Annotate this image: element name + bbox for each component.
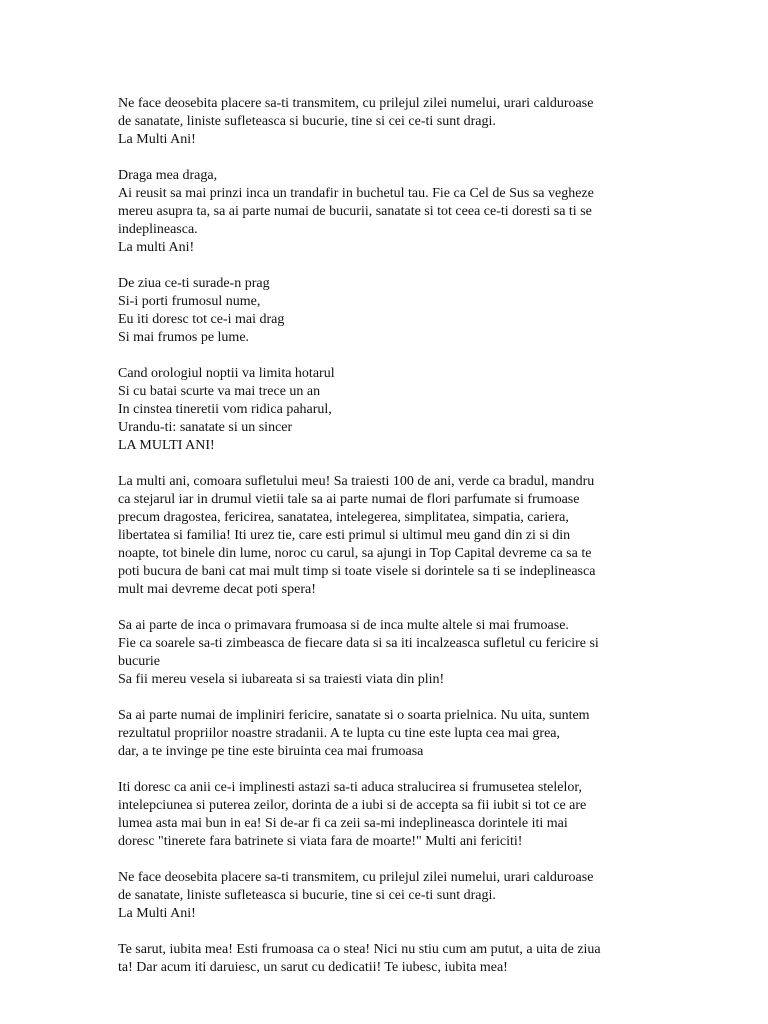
poem-de-ziua: [118, 275, 658, 347]
paragraph-iubita-mea: [118, 941, 658, 977]
text-line: intelepciunea si puterea zeilor, dorinta de a iubi si de accepta sa fii iubit si tot ce are: [118, 798, 587, 813]
text-line: poti bucura de bani cat mai mult timp si toate visele si dorintele sa ti se indeplineasca: [118, 564, 596, 579]
text-line: precum dragostea, fericirea, sanatatea, intelegerea, simplitatea, simpatia, cariera,: [118, 510, 569, 525]
text-line: Cand orologiul noptii va limita hotarul: [118, 366, 335, 381]
text-line: Urandu-ti: sanatate si un sincer: [118, 420, 293, 435]
text-line: La Multi Ani!: [118, 906, 196, 921]
text-line: Sa ai parte de inca o primavara frumoasa si de inca multe altele si mai frumoase.: [118, 618, 569, 633]
text-line: de sanatate, liniste sufleteasca si bucurie, tine si cei ce-ti sunt dragi.: [118, 888, 496, 903]
text-line: In cinstea tineretii vom ridica paharul,: [118, 402, 332, 417]
text-line: rezultatul propriilor noastre stradanii. A te lupta cu tine este lupta cea mai grea,: [118, 726, 561, 741]
text-line: Si mai frumos pe lume.: [118, 330, 250, 345]
text-line: La Multi Ani!: [118, 132, 196, 147]
text-line: Ne face deosebita placere sa-ti transmitem, cu prilejul zilei numelui, urari calduroase: [118, 96, 594, 111]
paragraph-greeting-1: [118, 95, 658, 149]
text-line: Si cu batai scurte va mai trece un an: [118, 384, 321, 399]
text-line: de sanatate, liniste sufleteasca si bucurie, tine si cei ce-ti sunt dragi.: [118, 114, 496, 129]
text-line: Eu iti doresc tot ce-i mai drag: [118, 312, 285, 327]
text-line: bucurie: [118, 654, 160, 669]
text-line: Sa fii mereu vesela si iubareata si sa traiesti viata din plin!: [118, 672, 445, 687]
text-line: LA MULTI ANI!: [118, 438, 215, 453]
paragraph-stelelor: [118, 779, 658, 851]
text-line: Te sarut, iubita mea! Esti frumoasa ca o stea! Nici nu stiu cum am putut, a uita de ziua: [118, 942, 601, 957]
text-line: Si-i porti frumosul nume,: [118, 294, 261, 309]
text-line: noapte, tot binele din lume, noroc cu carul, sa ajungi in Top Capital devreme ca sa te: [118, 546, 592, 561]
poem-orologiul: [118, 365, 658, 455]
text-line: ca stejarul iar in drumul vietii tale sa ai parte numai de flori parfumate si frumoase: [118, 492, 580, 507]
text-line: Ai reusit sa mai prinzi inca un trandafir in buchetul tau. Fie ca Cel de Sus sa vegheze: [118, 186, 594, 201]
text-line: indeplineasca.: [118, 222, 198, 237]
text-line: Ne face deosebita placere sa-ti transmitem, cu prilejul zilei numelui, urari calduroase: [118, 870, 594, 885]
text-line: doresc "tinerete fara batrinete si viata fara de moarte!" Multi ani fericiti!: [118, 834, 523, 849]
text-line: La multi ani, comoara sufletului meu! Sa traiesti 100 de ani, verde ca bradul, mandru: [118, 474, 595, 489]
text-line: dar, a te invinge pe tine este biruinta cea mai frumoasa: [118, 744, 424, 759]
text-line: Draga mea draga,: [118, 168, 218, 183]
text-line: Sa ai parte numai de impliniri fericire, sanatate si o soarta prielnica. Nu uita, suntem: [118, 708, 590, 723]
text-line: La multi Ani!: [118, 240, 195, 255]
text-line: Fie ca soarele sa-ti zimbeasca de fiecare data si sa iti incalzeasca sufletul cu fericire si: [118, 636, 599, 651]
text-line: De ziua ce-ti surade-n prag: [118, 276, 270, 291]
text-line: mereu asupra ta, sa ai parte numai de bucurii, sanatate si tot ceea ce-ti doresti sa ti se: [118, 204, 592, 219]
text-line: libertatea si familia! Iti urez tie, care esti primul si ultimul meu gand din zi si din: [118, 528, 571, 543]
paragraph-greeting-2: [118, 869, 658, 923]
text-line: lumea asta mai bun in ea! Si de-ar fi ca zeii sa-mi indeplineasca dorintele iti mai: [118, 816, 568, 831]
paragraph-impliniri: [118, 707, 658, 761]
document-page: [118, 95, 658, 995]
paragraph-comoara: [118, 473, 658, 599]
text-line: Iti doresc ca anii ce-i implinesti astazi sa-ti aduca stralucirea si frumusetea stelelor,: [118, 780, 582, 795]
paragraph-primavara: [118, 617, 658, 689]
text-line: ta! Dar acum iti daruiesc, un sarut cu dedicatii! Te iubesc, iubita mea!: [118, 960, 508, 975]
text-line: mult mai devreme decat poti spera!: [118, 582, 316, 597]
paragraph-draga-mea: [118, 167, 658, 257]
